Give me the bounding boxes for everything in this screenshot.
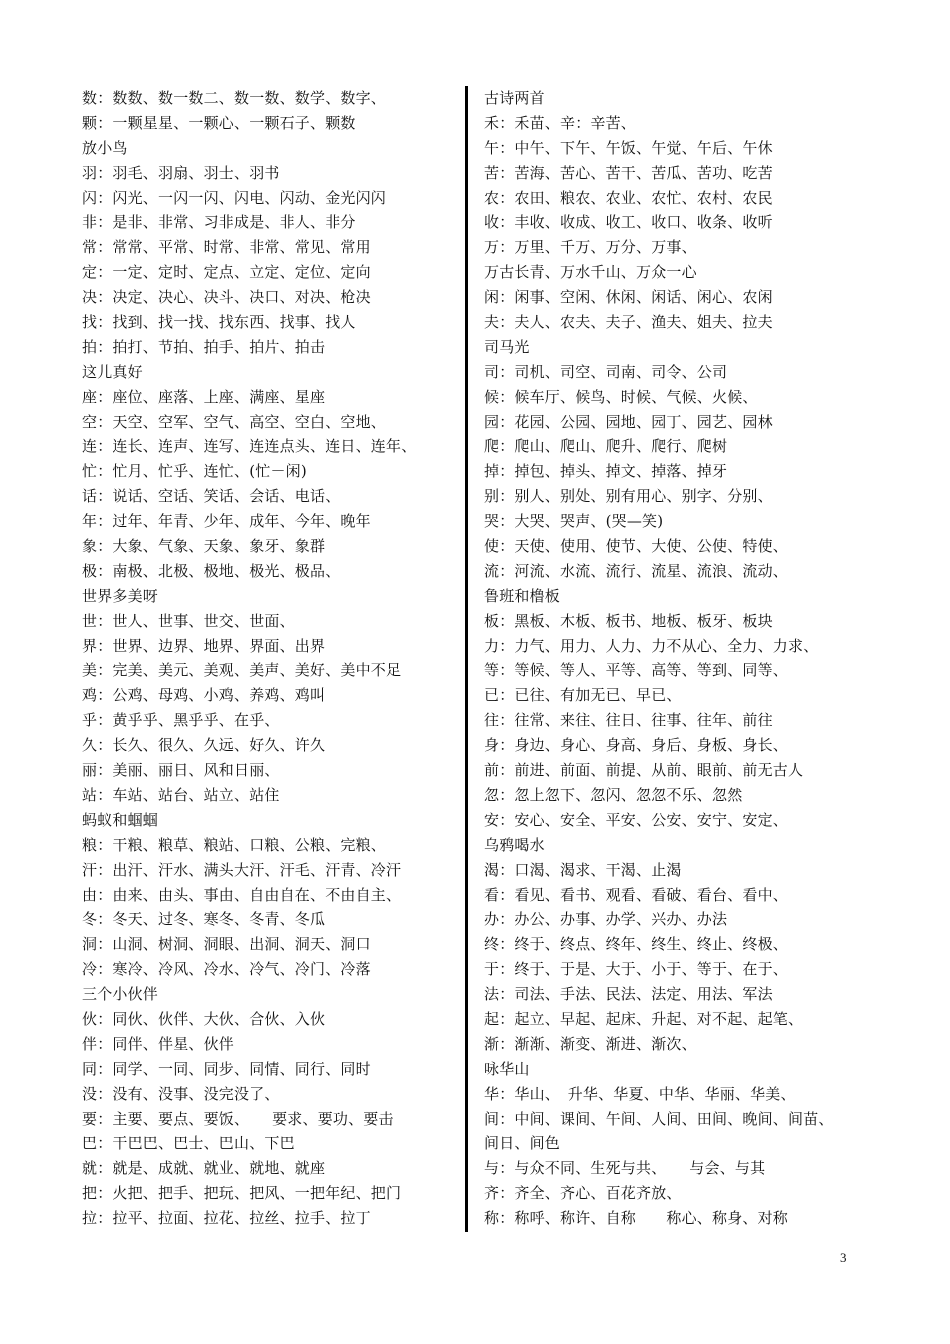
text-line: 流：河流、水流、流行、流星、流浪、流动、 [484, 561, 789, 580]
text-line: 办：办公、办事、办学、兴办、办法 [484, 910, 728, 929]
text-line: 别：别人、别处、别有用心、别字、分别、 [484, 487, 773, 506]
text-line: 鸡：公鸡、母鸡、小鸡、养鸡、鸡叫 [82, 686, 326, 705]
left-column [82, 86, 457, 1231]
text-line: 站：车站、站台、站立、站住 [82, 785, 280, 804]
text-line: 数：数数、数一数二、数一数、数学、数字、 [82, 89, 387, 107]
text-line: 忙：忙月、忙乎、连忙、(忙－闲) [82, 462, 307, 481]
text-line: 司：司机、司空、司南、司令、公司 [484, 362, 728, 381]
text-line: 忽：忽上忽下、忽闪、忽忽不乐、忽然 [484, 785, 743, 804]
text-line: 与：与众不同、生死与共、 与会、与其 [484, 1159, 766, 1178]
text-line: 起：起立、早起、起床、升起、对不起、起笔、 [484, 1009, 804, 1028]
text-line: 放小鸟 [82, 138, 128, 157]
text-line: 把：火把、把手、把玩、把风、一把年纪、把门 [82, 1184, 402, 1203]
text-line: 颗：一颗星星、一颗心、一颗石子、颗数 [82, 113, 356, 132]
text-line: 齐：齐全、齐心、百花齐放、 [484, 1184, 682, 1203]
text-line: 决：决定、决心、决斗、决口、对决、枪决 [82, 288, 371, 307]
text-line: 万：万里、千万、万分、万事、 [484, 238, 697, 257]
text-line: 座：座位、座落、上座、满座、星座 [82, 387, 326, 406]
text-line: 万古长青、万水千山、万众一心 [484, 263, 697, 282]
text-line: 就：就是、成就、就业、就地、就座 [82, 1159, 326, 1178]
text-line: 前：前进、前面、前提、从前、眼前、前无古人 [484, 761, 804, 780]
text-line: 终：终于、终点、终年、终生、终止、终极、 [484, 935, 789, 954]
text-line: 世：世人、世事、世交、世面、 [82, 611, 295, 630]
text-line: 三个小伙伴 [82, 985, 159, 1004]
text-line: 咏华山 [484, 1059, 530, 1078]
text-line: 力：力气、用力、人力、力不从心、全力、力求、 [484, 636, 819, 655]
text-line: 连：连长、连声、连写、连连点头、连日、连年、 [82, 437, 417, 456]
text-line: 乎：黄乎乎、黑乎乎、在乎、 [82, 711, 280, 730]
text-line: 间：中间、课间、午间、人间、田间、晚间、间苗、 [484, 1109, 834, 1128]
text-line: 定：一定、定时、定点、立定、定位、定向 [82, 263, 371, 282]
text-line: 哭：大哭、哭声、(哭—笑) [484, 512, 664, 531]
text-line: 要：主要、要点、要饭、 要求、要功、要击 [82, 1109, 394, 1128]
text-line: 禾：禾苗、辛：辛苦、 [484, 113, 637, 132]
text-line: 间日、间色 [484, 1134, 561, 1153]
text-line: 苦：苦海、苦心、苦干、苦瓜、苦功、吃苦 [484, 163, 773, 182]
text-line: 空：天空、空军、空气、高空、空白、空地、 [82, 412, 387, 431]
text-line: 身：身边、身心、身高、身后、身板、身长、 [484, 736, 789, 755]
text-line: 农：农田、粮农、农业、农忙、农村、农民 [484, 188, 773, 207]
text-line: 法：司法、手法、民法、法定、用法、军法 [484, 985, 773, 1004]
text-line: 渐：渐渐、渐变、渐进、渐次、 [484, 1034, 697, 1053]
text-line: 鲁班和橹板 [484, 586, 561, 605]
text-line: 伙：同伙、伙伴、大伙、合伙、入伙 [82, 1009, 326, 1028]
text-line: 常：常常、平常、时常、非常、常见、常用 [82, 238, 371, 257]
text-line: 午：中午、下午、午饭、午觉、午后、午休 [484, 138, 773, 157]
text-line: 话：说话、空话、笑话、会话、电话、 [82, 487, 341, 506]
text-line: 年：过年、年青、少年、成年、今年、晚年 [82, 512, 371, 531]
text-line: 往：往常、来往、往日、往事、往年、前往 [484, 711, 773, 730]
text-line: 蚂蚁和蝈蝈 [82, 810, 159, 829]
text-line: 伴：同伴、伴星、伙伴 [82, 1034, 235, 1053]
text-line: 闪：闪光、一闪一闪、闪电、闪动、金光闪闪 [82, 188, 387, 207]
text-line: 象：大象、气象、天象、象牙、象群 [82, 537, 326, 556]
text-line: 称：称呼、称许、自称 称心、称身、对称 [484, 1209, 789, 1228]
text-line: 看：看见、看书、观看、看破、看台、看中、 [484, 885, 789, 904]
text-line: 爬：爬山、爬山、爬升、爬行、爬树 [484, 437, 728, 456]
text-line: 园：花园、公园、园地、园丁、园艺、园林 [484, 412, 773, 431]
text-line: 等：等候、等人、平等、高等、等到、同等、 [484, 661, 789, 680]
text-line: 没：没有、没事、没完没了、 [82, 1084, 280, 1103]
text-line: 候：候车厅、候鸟、时候、气候、火候、 [484, 387, 758, 406]
text-line: 由：由来、由头、事由、自由自在、不由自主、 [82, 885, 402, 904]
right-column [484, 86, 884, 1231]
text-line: 乌鸦喝水 [484, 835, 545, 854]
text-line: 于：终于、于是、大于、小于、等于、在于、 [484, 960, 789, 979]
text-line: 丽：美丽、丽日、风和日丽、 [82, 761, 280, 780]
text-line: 非：是非、非常、习非成是、非人、非分 [82, 213, 356, 232]
text-line: 夫：夫人、农夫、夫子、渔夫、姐夫、拉夫 [484, 313, 773, 332]
text-line: 渴：口渴、渴求、干渴、止渴 [484, 860, 682, 879]
text-line: 极：南极、北极、极地、极光、极品、 [82, 561, 341, 580]
text-line: 洞：山洞、树洞、洞眼、出洞、洞天、洞口 [82, 935, 371, 954]
text-line: 世界多美呀 [82, 586, 159, 605]
text-line: 已：已往、有加无已、早已、 [484, 686, 682, 705]
text-line: 冷：寒冷、冷风、冷水、冷气、冷门、冷落 [82, 960, 371, 979]
text-line: 美：完美、美元、美观、美声、美好、美中不足 [82, 661, 402, 680]
page-number: 3 [840, 1250, 847, 1265]
text-line: 司马光 [484, 337, 530, 356]
text-line: 久：长久、很久、久远、好久、许久 [82, 736, 326, 755]
text-line: 古诗两首 [484, 89, 545, 107]
text-line: 拍：拍打、节拍、拍手、拍片、拍击 [82, 337, 326, 356]
text-line: 安：安心、安全、平安、公安、安宁、安定、 [484, 810, 789, 829]
column-divider [465, 86, 468, 1232]
text-line: 界：世界、边界、地界、界面、出界 [82, 636, 326, 655]
text-line: 拉：拉平、拉面、拉花、拉丝、拉手、拉丁 [82, 1209, 371, 1228]
text-line: 巴：干巴巴、巴士、巴山、下巴 [82, 1134, 295, 1153]
text-line: 同：同学、一同、同步、同情、同行、同时 [82, 1059, 371, 1078]
text-line: 华：华山、 升华、华夏、中华、华丽、华美、 [484, 1084, 796, 1103]
text-line: 找：找到、找一找、找东西、找事、找人 [82, 313, 356, 332]
text-line: 冬：冬天、过冬、寒冬、冬青、冬瓜 [82, 910, 326, 929]
text-line: 粮：干粮、粮草、粮站、口粮、公粮、完粮、 [82, 835, 387, 854]
text-line: 使：天使、使用、使节、大使、公使、特使、 [484, 537, 789, 556]
text-line: 收：丰收、收成、收工、收口、收条、收听 [484, 213, 773, 232]
text-line: 掉：掉包、掉头、掉文、掉落、掉牙 [484, 462, 728, 481]
text-line: 闲：闲事、空闲、休闲、闲话、闲心、农闲 [484, 288, 773, 307]
text-line: 板：黑板、木板、板书、地板、板牙、板块 [484, 611, 773, 630]
text-line: 汗：出汗、汗水、满头大汗、汗毛、汗青、冷汗 [82, 860, 402, 879]
text-line: 羽：羽毛、羽扇、羽士、羽书 [82, 163, 280, 182]
text-line: 这儿真好 [82, 362, 143, 381]
